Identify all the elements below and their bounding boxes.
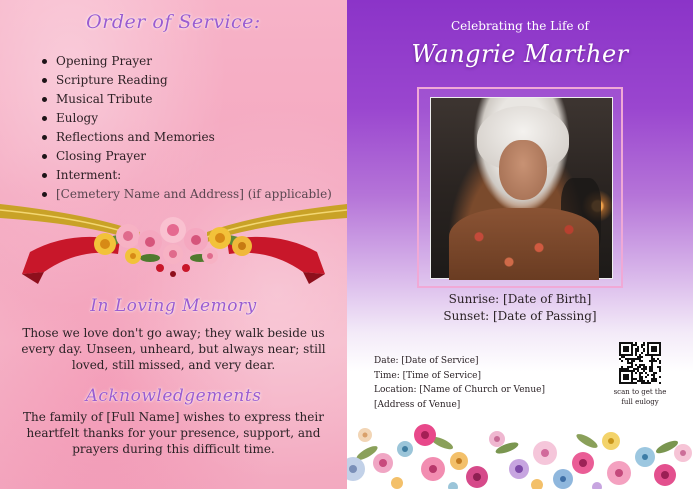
service-location: Location: [Name of Church or Venue] <box>374 385 545 395</box>
service-details <box>374 354 545 412</box>
celebration-of-life-panel <box>347 0 693 489</box>
acknowledgements-title: Acknowledgements <box>85 386 262 406</box>
qr-code-icon[interactable] <box>619 342 661 384</box>
sunset-date: Sunset: [Date of Passing] <box>443 309 597 323</box>
order-of-service-title: Order of Service: <box>86 11 261 33</box>
service-item: Reflections and Memories <box>42 128 332 147</box>
life-dates <box>347 291 693 325</box>
service-item: Interment: <box>42 166 332 185</box>
service-item: Eulogy <box>42 109 332 128</box>
bullet-icon <box>42 154 47 159</box>
portrait-photo <box>430 97 613 279</box>
service-item: Closing Prayer <box>42 147 332 166</box>
in-loving-memory-title: In Loving Memory <box>90 296 257 316</box>
service-item: Scripture Reading <box>42 71 332 90</box>
floral-ribbon-decoration-icon <box>0 192 347 292</box>
floral-border-decoration-icon <box>347 413 693 489</box>
service-item: Opening Prayer <box>42 52 332 71</box>
deceased-name: Wangrie Marther <box>411 40 629 68</box>
photo-frame <box>417 87 623 288</box>
sunrise-date: Sunrise: [Date of Birth] <box>448 292 592 306</box>
face-shape <box>499 140 547 200</box>
bullet-icon <box>42 116 47 121</box>
service-list <box>42 52 332 204</box>
bullet-icon <box>42 97 47 102</box>
service-address: [Address of Venue] <box>374 399 461 410</box>
bullet-icon <box>42 173 47 178</box>
service-date: Date: [Date of Service] <box>374 356 479 366</box>
qr-caption: scan to get the full eulogy <box>613 388 667 406</box>
bullet-icon <box>42 78 47 83</box>
celebrating-heading: Celebrating the Life of <box>451 19 589 33</box>
shirt-shape <box>449 208 599 280</box>
service-item: Musical Tribute <box>42 90 332 109</box>
bullet-icon <box>42 135 47 140</box>
bullet-icon <box>42 59 47 64</box>
acknowledgements-text: The family of [Full Name] wishes to express their heartfelt thanks for your presence, support, and prayers during this difficult time. <box>23 410 324 456</box>
memory-poem: Those we love don't go away; they walk beside us every day. Unseen, unheard, but always near; still loved, still missed, and very dear. <box>21 326 326 372</box>
service-time: Time: [Time of Service] <box>374 370 481 381</box>
service-item: [Cemetery Name and Address] (if applicable) <box>42 185 332 204</box>
